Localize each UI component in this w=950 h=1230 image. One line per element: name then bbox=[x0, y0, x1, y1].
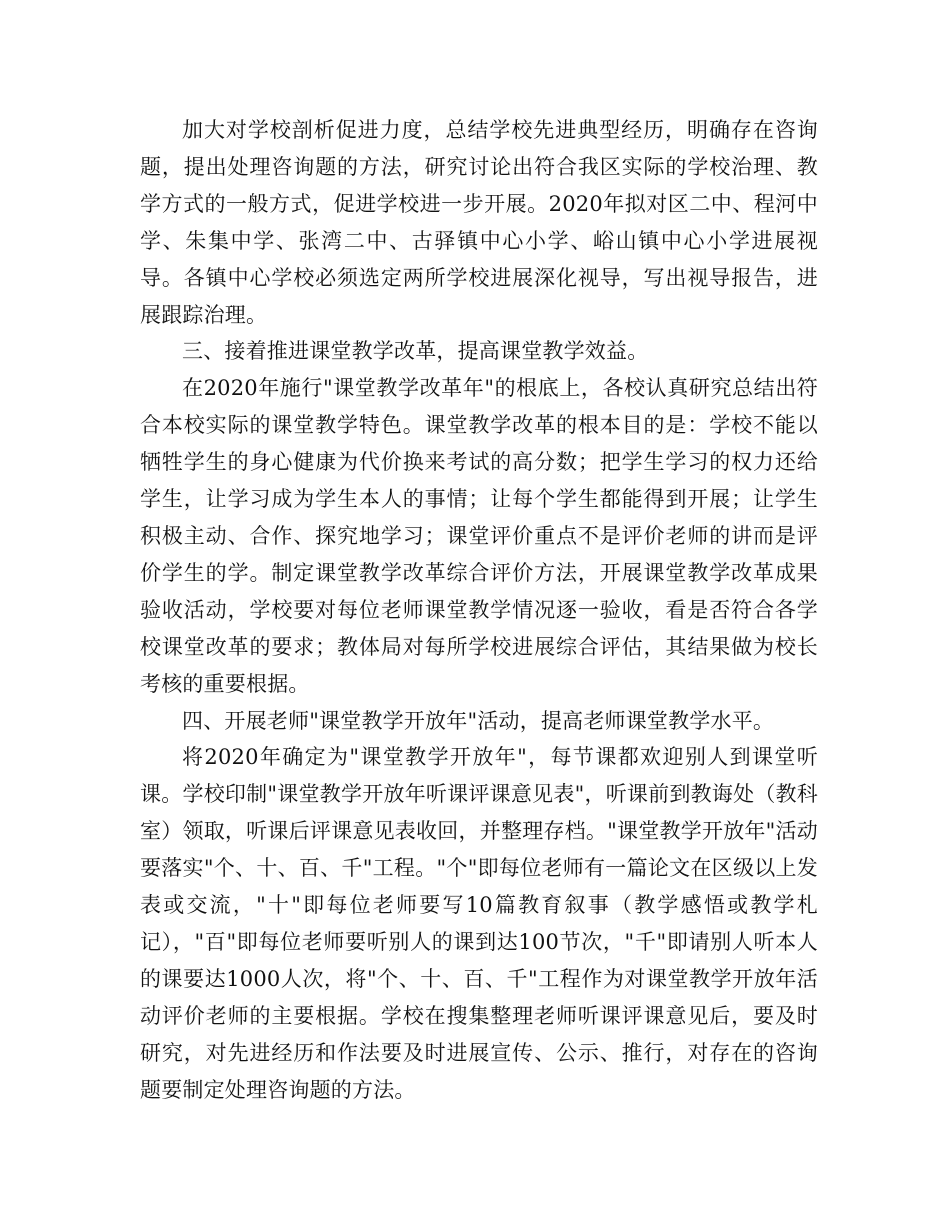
section-heading-3: 三、接着推进课堂教学改革，提高课堂教学效益。 bbox=[182, 339, 649, 364]
document-page bbox=[140, 112, 818, 1108]
paragraph-classroom-reform: 在2020年施行"课堂教学改革年"的根底上，各校认真研究总结出符合本校实际的课堂教学特色。课堂教学改革的根本目的是：学校不能以牺牲学生的身心健康为代价换来考试的高分数；把学生学习的权力还给学生，让学习成为学生本人的事情；让每个学生都能得到开展；让学生积极主动、合作、探究地学习；课堂评价重点不是评价老师的讲而是评价学生的学。制定课堂教学改革综合评价方法，开展课堂教学改革成果验收活动，学校要对每位老师课堂教学情况逐一验收，看是否符合各学校课堂改革的要求；教体局对每所学校进展综合评估，其结果做为校长考核的重要根据。 bbox=[140, 376, 818, 696]
section-heading-4: 四、开展老师"课堂教学开放年"活动，提高老师课堂教学水平。 bbox=[182, 708, 775, 733]
paragraph-school-analysis: 加大对学校剖析促进力度，总结学校先进典型经历，明确存在咨询题，提出处理咨询题的方法，研究讨论出符合我区实际的学校治理、教学方式的一般方式，促进学校进一步开展。2020年拟对区二中、程河中学、朱集中学、张湾二中、古驿镇中心小学、峪山镇中心小学进展视导。各镇中心学校必须选定两所学校进展深化视导，写出视导报告，进展跟踪治理。 bbox=[140, 118, 818, 327]
paragraph-open-classroom: 将2020年确定为"课堂教学开放年"，每节课都欢迎别人到课堂听课。学校印制"课堂教学开放年听课评课意见表"，听课前到教诲处（教科室）领取，听课后评课意见表收回，并整理存档。"课堂教学开放年"活动要落实"个、十、百、千"工程。"个"即每位老师有一篇论文在区级以上发表或交流，"十"即每位老师要写10篇教育叙事（教学感悟或教学札记），"百"即每位老师要听别人的课到达100节次，"千"即请别人听本人的课要达1000人次，将"个、十、百、千"工程作为对课堂教学开放年活动评价老师的主要根据。学校在搜集整理老师听课评课意见后，要及时研究，对先进经历和作法要及时进展宣传、公示、推行，对存在的咨询题要制定处理咨询题的方法。 bbox=[140, 745, 818, 1102]
